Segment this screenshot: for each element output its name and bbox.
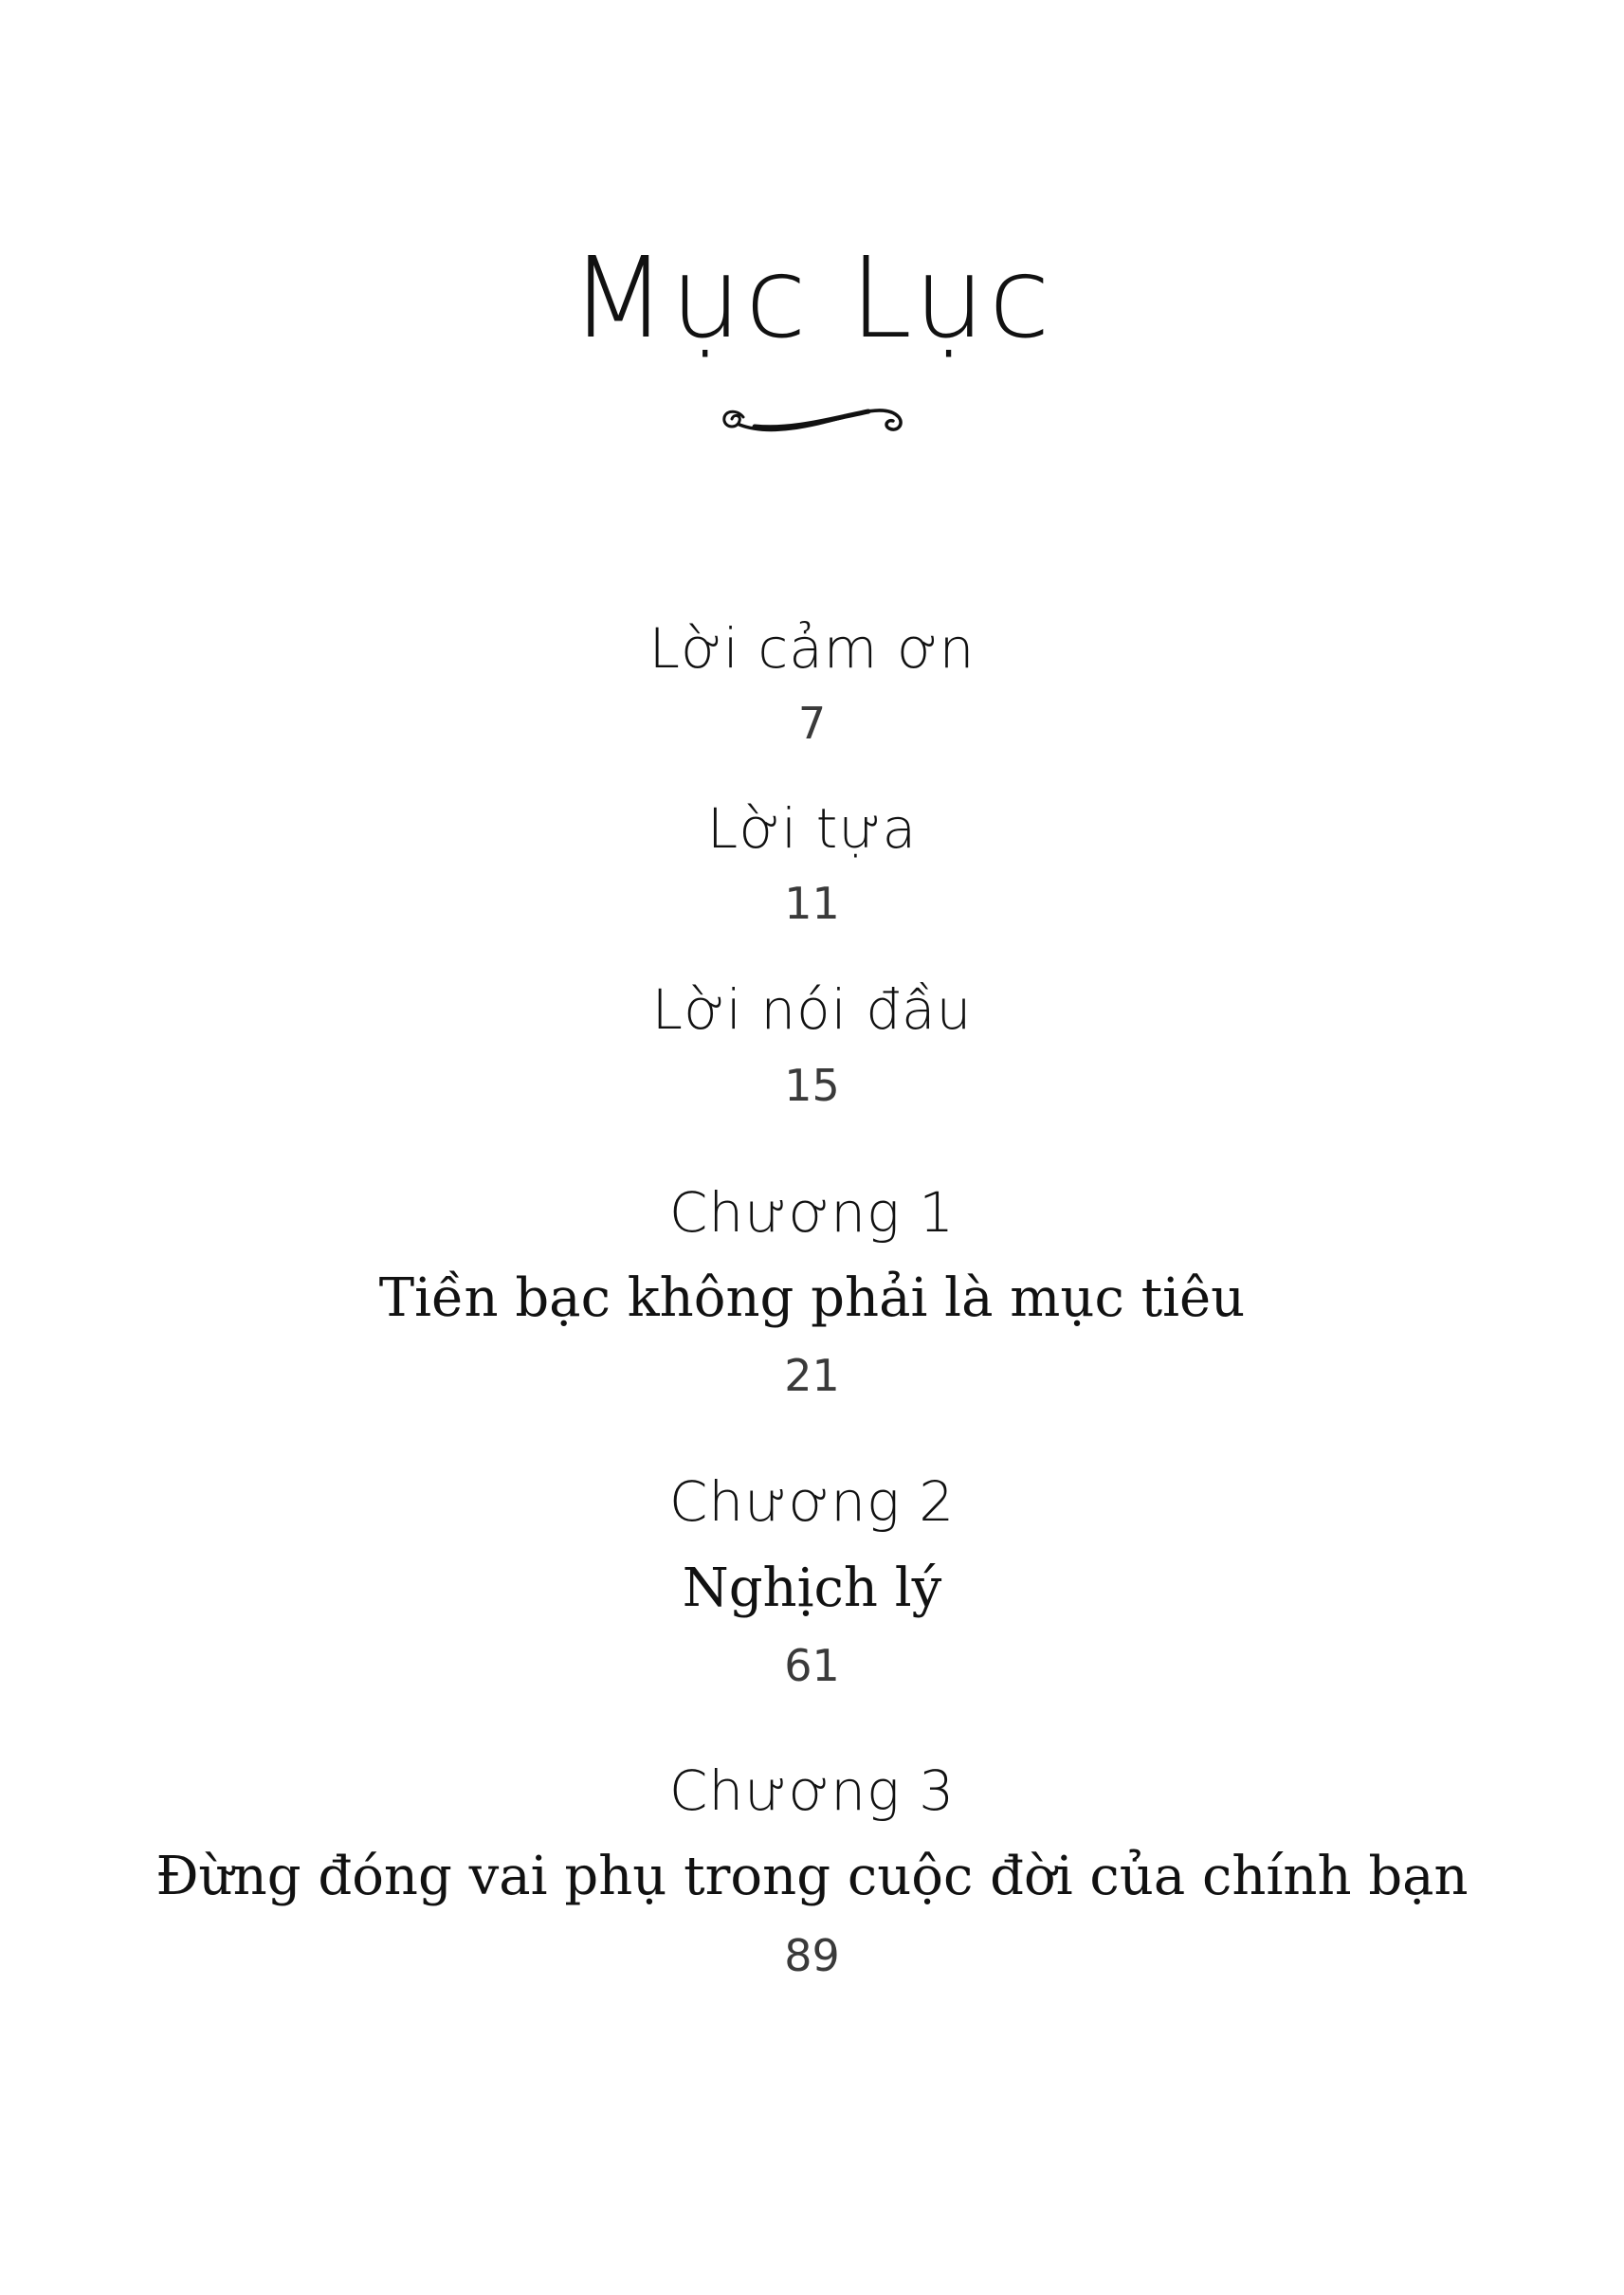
toc-entry-page-preface: 15 [784,1060,840,1111]
page-title: Mục Lục [570,232,1054,363]
toc-chapter-1-title: Tiền bạc không phải là mục tiêu [378,1267,1246,1329]
toc-entry-label-foreword: Lời tựa [706,796,918,861]
toc-chapter-3-label: Chương 3 [668,1758,956,1823]
toc-chapter-2-title: Nghịch lý [682,1557,942,1619]
toc-chapter-2-page: 61 [784,1640,840,1691]
toc-chapter-3-title: Đừng đóng vai phụ trong cuộc đời của chính bạn [155,1846,1469,1907]
toc-entry-page-foreword: 11 [784,878,840,929]
toc-entry-label-acknowledgements: Lời cảm ơn [648,616,976,681]
flourish-ornament-icon [717,396,916,440]
toc-chapter-1-page: 21 [784,1350,840,1401]
toc-chapter-2-label: Chương 2 [668,1469,956,1534]
toc-entry-page-acknowledgements: 7 [797,698,827,749]
toc-chapter-3-page: 89 [784,1930,840,1981]
toc-chapter-1-label: Chương 1 [668,1180,956,1245]
toc-entry-label-preface: Lời nói đầu [651,977,973,1042]
